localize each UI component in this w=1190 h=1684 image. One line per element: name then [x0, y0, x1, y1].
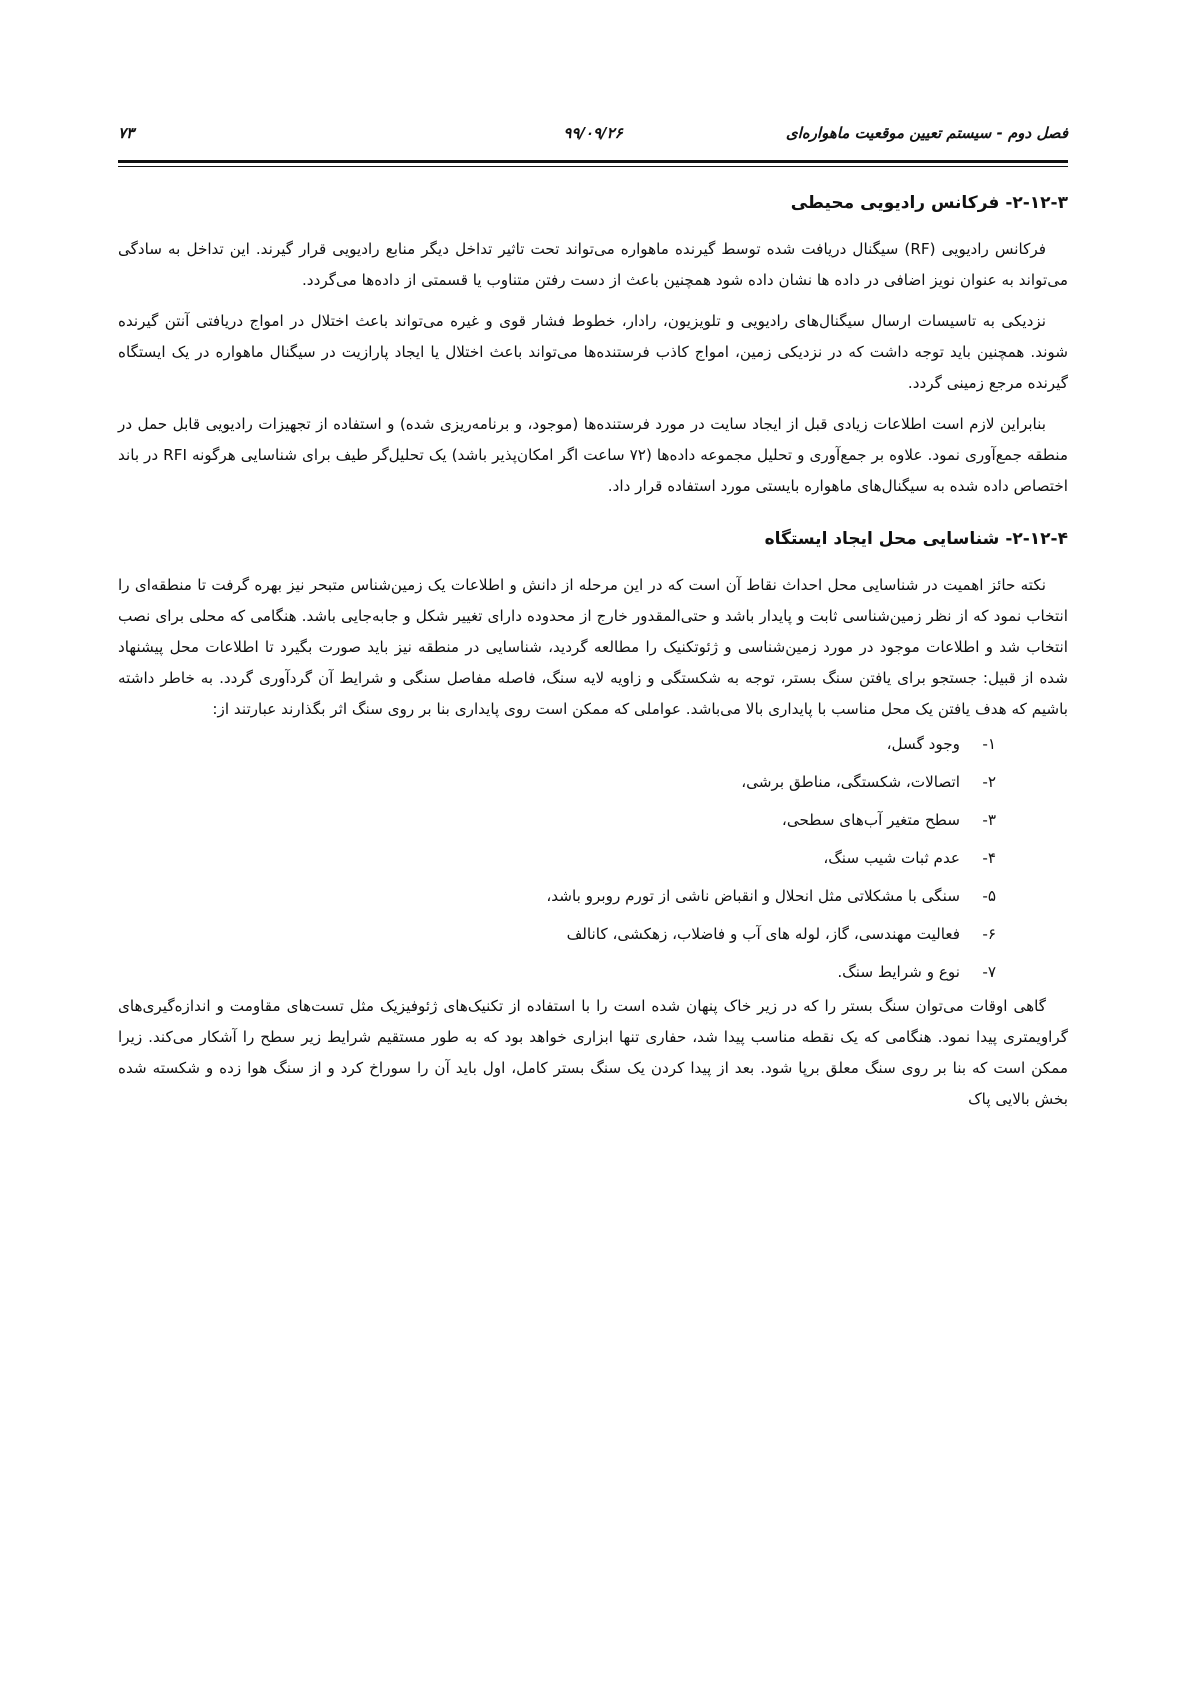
page-number: ۷۳	[118, 124, 135, 142]
paragraph: گاهی اوقات می‌توان سنگ بستر را که در زیر خاک پنهان شده است را با استفاده از تکنیک‌های ژئوفیزیک مثل تست‌های مقاومت و اندازه‌گیری‌های گراویمتری پیدا نمود. هنگامی که یک نقطه مناسب پیدا شد، حفاری تنها ابزاری خواهد بود که به طور مستقیم شرایط زیر سطح را آشکار می‌کند. زیرا ممکن است که بنا بر روی سنگ معلق برپا شود. بعد از پیدا کردن یک سنگ بستر کامل، اول باید آن را سوراخ کرد و از سنگ هوا زده و شکسته شده بخش بالایی پاک	[118, 997, 1068, 1108]
factor-list	[118, 725, 1068, 991]
list-number: ۱-	[982, 735, 996, 753]
list-item	[118, 763, 996, 801]
header-rule-thick	[118, 160, 1068, 163]
list-number: ۲-	[982, 773, 996, 791]
list-item	[118, 915, 996, 953]
list-number: ۷-	[982, 963, 996, 981]
page-body	[118, 186, 1068, 1115]
list-number: ۴-	[982, 849, 996, 867]
list-text: سطح متغیر آب‌های سطحی،	[781, 811, 960, 829]
chapter-title: فصل دوم - سیستم تعیین موقعیت ماهواره‌ای	[785, 124, 1068, 142]
list-item	[118, 953, 996, 991]
list-item	[118, 801, 996, 839]
list-text: فعالیت مهندسی، گاز، لوله های آب و فاضلاب، زهکشی، کانالف	[566, 925, 960, 943]
list-number: ۵-	[982, 887, 996, 905]
list-text: نوع و شرایط سنگ.	[837, 963, 960, 981]
list-item	[118, 839, 996, 877]
list-item	[118, 725, 996, 763]
list-text: اتصالات، شکستگی، مناطق برشی،	[741, 773, 960, 791]
list-number: ۶-	[982, 925, 996, 943]
section-heading-site: ۲-۱۲-۴- شناسایی محل ایجاد ایستگاه	[764, 529, 1068, 549]
list-text: وجود گسل،	[886, 735, 960, 753]
paragraph: بنابراین لازم است اطلاعات زیادی قبل از ایجاد سایت در مورد فرستنده‌ها (موجود، و برنامه‌ریزی شده) و استفاده از تجهیزات رادیویی قابل حمل در منطقه جمع‌آوری نمود. علاوه بر جمع‌آوری و تحلیل مجموعه داده‌ها (۷۲ ساعت اگر امکان‌پذیر باشد) یک تحلیل‌گر طیف برای شناسایی هرگونه RFI در باند اختصاص داده شده به سیگنال‌های ماهواره بایستی مورد استفاده قرار داد.	[118, 415, 1068, 495]
section-heading-rf: ۲-۱۲-۳- فرکانس رادیویی محیطی	[790, 193, 1068, 213]
paragraph: نکته حائز اهمیت در شناسایی محل احداث نقاط آن است که در این مرحله از دانش و اطلاعات یک زمین‌شناس متبحر نیز بهره گرفت تا منطقه‌ای را انتخاب نمود که از نظر زمین‌شناسی ثابت و پایدار باشد و حتی‌المقدور خارج از محدوده دارای تغییر شکل و جابه‌جایی باشد. هنگامی که محلی برای نصب انتخاب شد و اطلاعات موجود در مورد زمین‌شناسی و ژئوتکنیک را مطالعه گردید، شناسایی در منطقه نیز باید صورت بگیرد تا اطلاعات محل پیشنهاد شده از قبیل: جستجو برای یافتن سنگ بستر، توجه به شکستگی و زاویه لایه سنگ، فاصله مفاصل سنگی و شرایط آن گردآوری گردد. به خاطر داشته باشیم که هدف یافتن یک محل مناسب با پایداری بالا می‌باشد. عواملی که ممکن است روی پایداری بنا بر روی سنگ اثر بگذارند عبارتند از:	[118, 576, 1068, 718]
list-item	[118, 877, 996, 915]
list-text: عدم ثبات شیب سنگ،	[823, 849, 960, 867]
running-header	[118, 124, 1068, 154]
paragraph: نزدیکی به تاسیسات ارسال سیگنال‌های رادیویی و تلویزیون، رادار، خطوط فشار قوی و غیره می‌تواند باعث اختلال در امواج دریافتی آنتن گیرنده شوند. همچنین باید توجه داشت که در نزدیکی زمین، امواج کاذب فرستنده‌ها می‌تواند باعث اختلال یا ایجاد پارازیت در سیگنال ماهواره در یک ایستگاه گیرنده مرجع زمینی گردد.	[118, 312, 1068, 392]
list-text: سنگی با مشکلاتی مثل انحلال و انقباض ناشی از تورم روبرو باشد،	[546, 887, 960, 905]
header-date: ۹۹/۰۹/۲۶	[563, 124, 623, 142]
paragraph: فرکانس رادیویی (RF) سیگنال دریافت شده توسط گیرنده ماهواره می‌تواند تحت تاثیر تداخل دیگر منابع رادیویی قرار گیرند. این تداخل به سادگی می‌تواند به عنوان نویز اضافی در داده ها نشان داده شود همچنین باعث از دست رفتن متناوب یا قسمتی از داده‌ها می‌گردد.	[118, 240, 1068, 289]
header-rule-thin	[118, 166, 1068, 167]
list-number: ۳-	[982, 811, 996, 829]
